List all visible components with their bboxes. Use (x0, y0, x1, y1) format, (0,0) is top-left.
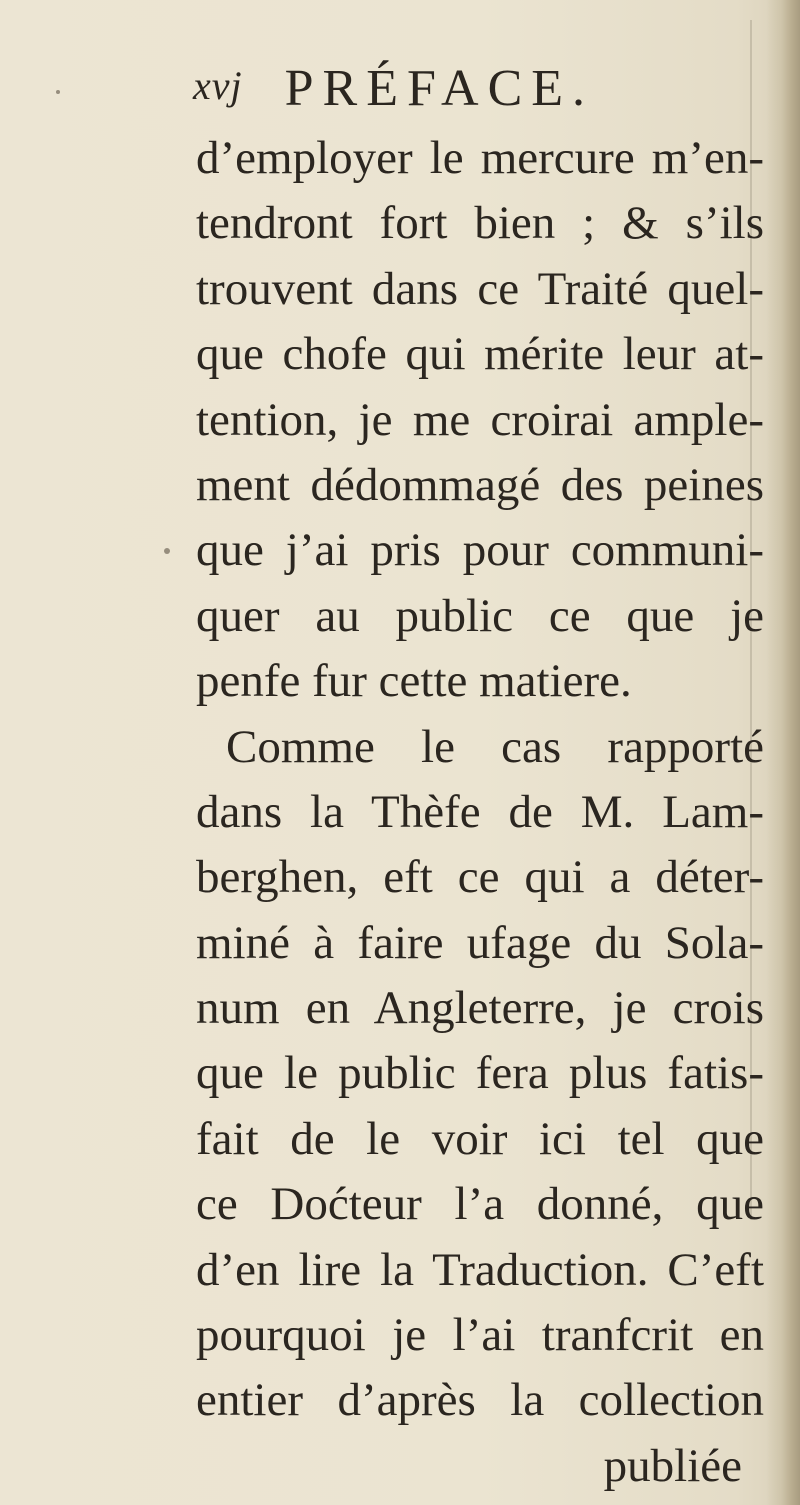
text-line: que le public fera plus fatis- (196, 1047, 764, 1100)
text-line: num en Angleterre, je crois (196, 982, 764, 1035)
text-line: que j’ai pris pour communi- (196, 524, 764, 577)
text-line: tendront fort bien ; & s’ils (196, 197, 764, 250)
text-line: trouvent dans ce Traité quel- (196, 262, 764, 315)
text-line: ce Doćteur l’a donné, que (196, 1178, 764, 1231)
text-line: dans la Thèfe de M. Lam- (196, 785, 764, 838)
page-number: xvj (193, 63, 243, 108)
running-head: PRÉFACE. (284, 60, 595, 117)
text-line: tention, je me croirai ample- (196, 393, 764, 446)
page-edge-shadow (766, 0, 800, 1505)
text-line: penfe fur cette matiere. (196, 655, 632, 708)
text-line: fait de le voir ici tel que (196, 1112, 764, 1165)
paragraph-start-line: Comme le cas rapporté (226, 720, 764, 773)
text-line: ment dédommagé des peines (196, 458, 764, 511)
text-line: d’en lire la Traduction. C’eft (196, 1243, 764, 1296)
text-line: pourquoi je l’ai tranfcrit en (196, 1309, 764, 1362)
text-line: berghen, eft ce qui a déter- (196, 851, 764, 904)
text-line: quer au public ce que je (196, 589, 764, 642)
ink-spot (164, 548, 170, 554)
text-line: d’employer le mercure m’en- (196, 132, 764, 184)
body-text (196, 126, 764, 1499)
ink-spot (56, 90, 60, 94)
catchword: publiée (603, 1439, 742, 1492)
text-line: que chofe qui mérite leur at- (196, 328, 764, 381)
page-header (193, 62, 713, 122)
text-line: miné à faire ufage du Sola- (196, 916, 764, 969)
text-line: entier d’après la collection (196, 1374, 764, 1427)
